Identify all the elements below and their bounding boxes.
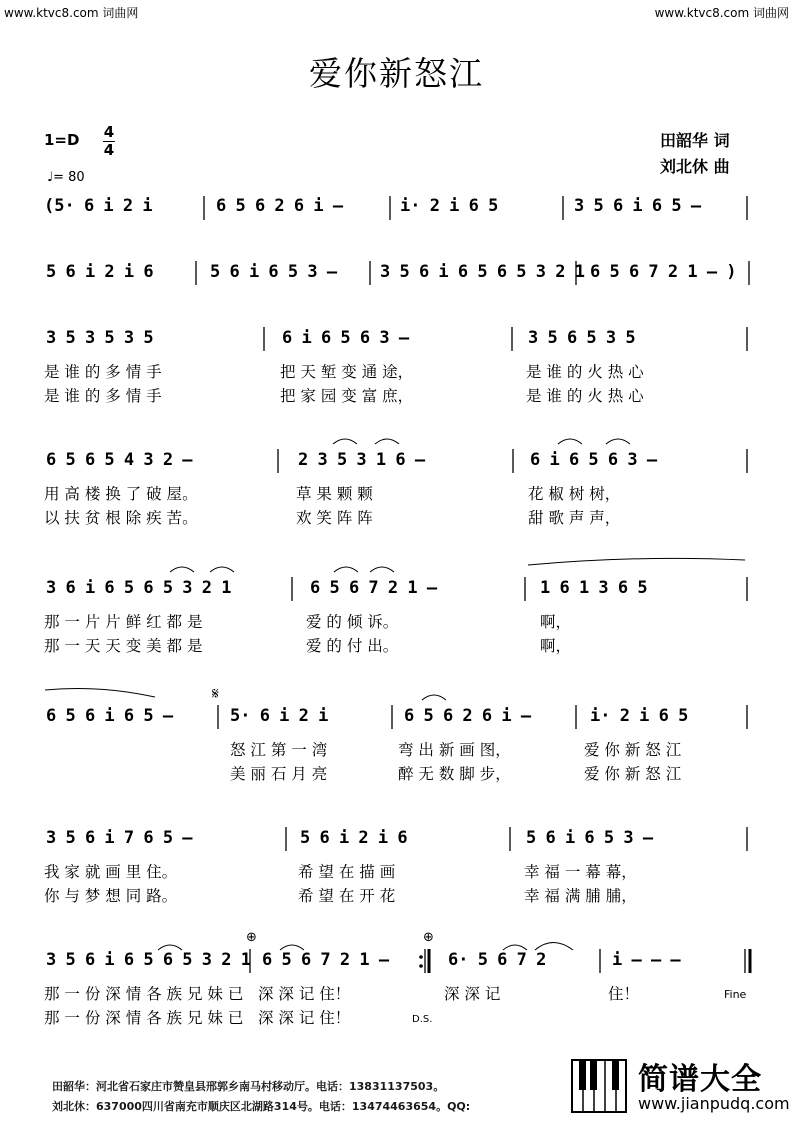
measure: 1 6 1 3 6 5 — [540, 578, 648, 598]
measure: 6 5 6 7 2 1 – — [262, 950, 390, 970]
measure: 6· 5 6 7 2 — [448, 950, 547, 970]
measure: 6 5 6 2 6 i – — [404, 706, 532, 726]
measure: (5· 6 i 2 i — [44, 196, 153, 216]
notation-row-3 — [0, 328, 793, 360]
measure: 6 i 6 5 6 3 – — [282, 328, 410, 348]
time-signature-top: 4 — [103, 123, 115, 141]
lyrics-row-3a: 是 谁 的 多 情 手 把 天 堑 变 通 途， 是 谁 的 火 热 心 — [44, 363, 644, 381]
measure: 3 6 i 6 5 6 5 3 2 1 — [46, 578, 232, 598]
measure: 5 6 i 2 i 6 — [46, 262, 154, 282]
lyrics-row-5a: 那 一 片 片 鲜 红 都 是 爱 的 倾 诉。 啊， — [44, 613, 572, 631]
quarter-note-icon: ♩ — [47, 170, 54, 185]
measure: 3 5 6 i 7 6 5 – — [46, 828, 193, 848]
watermark-brand: 简谱大全 — [638, 1062, 762, 1097]
song-title: 爱你新怒江 — [309, 54, 484, 93]
measure: i· 2 i 6 5 — [590, 706, 689, 726]
url-left[interactable]: www.ktvc8.com 词曲网 — [4, 6, 139, 20]
coda-icon: ⊕ — [423, 930, 434, 945]
measure: 5 6 i 6 5 3 – — [210, 262, 338, 282]
tempo-mark: ♩= 80 — [47, 170, 85, 185]
notation-row-8 — [0, 950, 793, 982]
watermark-site[interactable]: www.jianpudq.com — [638, 1094, 790, 1113]
lyricist-credit: 田韶华 词 — [660, 131, 730, 150]
measure: i – – – — [612, 950, 681, 970]
lyrics-row-3b: 是 谁 的 多 情 手 把 家 园 变 富 庶， 是 谁 的 火 热 心 — [44, 387, 644, 405]
measure: i· 2 i 6 5 — [400, 196, 499, 216]
notation-row-5 — [0, 578, 793, 610]
measure: 6 5 6 7 2 1 – ) — [590, 262, 737, 282]
lyrics-row-7a: 我 家 就 画 里 住。 希 望 在 描 画 幸 福 一 幕 幕， — [44, 863, 637, 881]
measure: 5 6 i 2 i 6 — [300, 828, 408, 848]
notation-row-4 — [0, 450, 793, 482]
lyrics-row-8b: 那 一 份 深 情 各 族 兄 妹 已 深 深 记 住！ — [44, 1009, 351, 1027]
watermark-logo — [566, 1052, 793, 1122]
notation-row-2 — [0, 262, 793, 294]
coda-icon: ⊕ — [246, 930, 257, 945]
notation-row-1 — [0, 196, 793, 228]
notation-row-7 — [0, 828, 793, 860]
measure: 5· 6 i 2 i — [230, 706, 329, 726]
time-signature-bottom: 4 — [103, 141, 115, 159]
ds-mark: D.S. — [412, 1014, 433, 1025]
lyrics-row-6a: 怒 江 第 一 湾 弯 出 新 画 图， 爱 你 新 怒 江 — [230, 741, 682, 759]
measure: 6 5 6 5 4 3 2 – — [46, 450, 193, 470]
measure: 2 3 5 3 1 6 – — [298, 450, 426, 470]
composer-credit: 刘北休 曲 — [660, 157, 730, 176]
lyrics-row-7b: 你 与 梦 想 同 路。 希 望 在 开 花 幸 福 满 脯 脯， — [44, 887, 637, 905]
lyrics-row-4b: 以 扶 贫 根 除 疾 苦。 欢 笑 阵 阵 甜 歌 声 声， — [44, 509, 621, 527]
notation-row-6 — [0, 706, 793, 738]
footer-contact-composer: 刘北休：637000四川省南充市顺庆区北湖路314号。电话：13474463654。QQ: — [52, 1100, 471, 1113]
segno-icon: 𝄋 — [212, 684, 219, 703]
lyrics-row-8a: 那 一 份 深 情 各 族 兄 妹 已 深 深 记 住！ 深 深 记 住！ — [44, 985, 640, 1003]
measure: 3 5 3 5 3 5 — [46, 328, 154, 348]
piano-icon — [570, 1056, 630, 1116]
measure: 6 5 6 7 2 1 – — [310, 578, 438, 598]
measure: 5 6 i 6 5 3 – — [526, 828, 654, 848]
key-signature: 1=D — [44, 131, 80, 149]
measure: 6 5 6 2 6 i – — [216, 196, 344, 216]
url-right[interactable]: www.ktvc8.com 词曲网 — [654, 6, 789, 20]
fine-mark: Fine — [724, 988, 747, 1001]
lyrics-row-6b: 美 丽 石 月 亮 醉 无 数 脚 步， 爱 你 新 怒 江 — [230, 765, 682, 783]
footer-contact-lyricist: 田韶华：河北省石家庄市赞皇县邢郭乡南马村移动厅。电话：13831137503。 — [52, 1080, 445, 1093]
measure: 3 5 6 i 6 5 6 5 3 2 1 — [380, 262, 585, 282]
lyrics-row-4a: 用 高 楼 换 了 破 屋。 草 果 颗 颗 花 椒 树 树， — [44, 485, 621, 503]
measure: 3 5 6 i 6 5 6 5 3 2 1 — [46, 950, 251, 970]
lyrics-row-5b: 那 一 天 天 变 美 都 是 爱 的 付 出。 啊， — [44, 637, 572, 655]
measure: 6 i 6 5 6 3 – — [530, 450, 658, 470]
measure: 3 5 6 5 3 5 — [528, 328, 636, 348]
measure: 3 5 6 i 6 5 – — [574, 196, 702, 216]
measure: 6 5 6 i 6 5 – — [46, 706, 174, 726]
